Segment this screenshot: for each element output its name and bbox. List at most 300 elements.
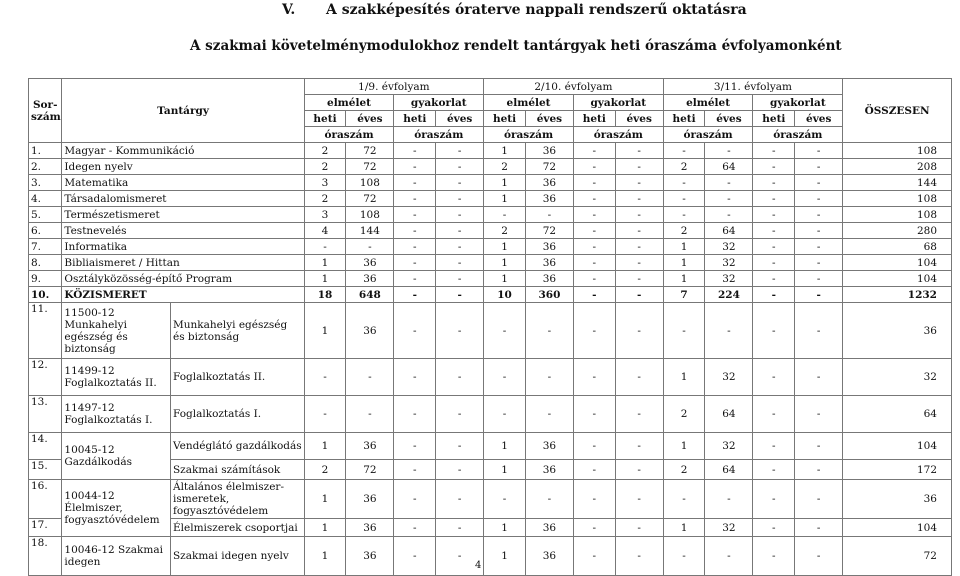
value-cell: - [484,359,526,396]
table-row [29,433,952,460]
value-cell: - [394,239,436,255]
row-number: 3. [29,175,62,191]
value-cell: 72 [346,460,394,480]
value-cell: 1 [304,271,346,287]
table-row [29,255,952,271]
total-cell: 280 [843,223,952,239]
value-cell: - [615,143,663,159]
value-cell: - [346,359,394,396]
row-number: 6. [29,223,62,239]
value-cell: - [615,191,663,207]
value-cell: - [753,519,795,537]
total-cell: 1232 [843,287,952,303]
value-cell: - [436,396,484,433]
value-cell: - [795,287,843,303]
value-cell: - [663,303,705,359]
value-cell: 224 [705,287,753,303]
subject-name: Társadalomismeret [62,191,304,207]
total-cell: 104 [843,255,952,271]
value-cell: - [573,207,615,223]
value-cell: 32 [705,255,753,271]
module-name: 10044-12 Élelmiszer, fogyasztóvédelem [62,480,171,537]
value-cell: 1 [484,460,526,480]
value-cell: 1 [484,191,526,207]
value-cell: - [753,396,795,433]
value-cell: - [573,359,615,396]
row-number: 10. [29,287,62,303]
value-cell: - [394,480,436,519]
value-cell: - [436,159,484,175]
total-cell: 108 [843,207,952,223]
value-cell: 648 [346,287,394,303]
value-cell: 108 [346,207,394,223]
subject-name: Vendéglátó gazdálkodás [170,433,304,460]
unit-header: óraszám [663,127,753,143]
subject-name: Szakmai számítások [170,460,304,480]
value-cell: - [795,303,843,359]
module-name: 10046-12 Szakmai idegen [62,537,171,576]
value-cell: - [394,519,436,537]
value-cell: - [436,433,484,460]
value-cell: - [795,433,843,460]
unit-header: óraszám [304,127,394,143]
period-header: éves [346,111,394,127]
value-cell: - [615,480,663,519]
row-number: 12. [29,359,62,396]
value-cell: 36 [346,519,394,537]
value-cell: 4 [304,223,346,239]
value-cell: 1 [484,175,526,191]
value-cell: - [573,143,615,159]
value-cell: - [394,287,436,303]
value-cell: - [615,433,663,460]
total-cell: 144 [843,175,952,191]
col-header-total: ÖSSZESEN [843,79,952,143]
subject-name: Idegen nyelv [62,159,304,175]
value-cell: - [525,359,573,396]
page-number: 4 [475,560,482,571]
value-cell: - [753,143,795,159]
section-title: A szakképesítés óraterve nappali rendszerű oktatásra [326,2,747,18]
value-cell: - [436,519,484,537]
subject-name: Osztályközösség-építő Program [62,271,304,287]
unit-header: óraszám [394,127,484,143]
value-cell: - [705,191,753,207]
value-cell: - [795,255,843,271]
value-cell: - [795,271,843,287]
value-cell: - [436,460,484,480]
value-cell: 1 [663,239,705,255]
value-cell: 1 [304,433,346,460]
value-cell: - [304,239,346,255]
value-cell: - [394,191,436,207]
value-cell: - [795,159,843,175]
value-cell: 36 [346,480,394,519]
value-cell: - [795,191,843,207]
value-cell: 1 [663,433,705,460]
value-cell: - [573,433,615,460]
value-cell: 2 [304,191,346,207]
value-cell: 64 [705,223,753,239]
value-cell: - [304,396,346,433]
value-cell: - [573,255,615,271]
table-row [29,207,952,223]
value-cell: - [394,207,436,223]
value-cell: - [753,359,795,396]
value-cell: 144 [346,223,394,239]
table-row [29,223,952,239]
section-number: V. [282,2,296,18]
value-cell: - [436,143,484,159]
subject-name: Foglalkoztatás I. [170,396,304,433]
module-name: 11499-12 Foglalkoztatás II. [62,359,171,396]
value-cell: - [436,537,484,576]
value-cell: - [795,480,843,519]
value-cell: - [615,271,663,287]
value-cell: - [753,271,795,287]
value-cell: - [436,239,484,255]
value-cell: - [484,480,526,519]
row-number: 15. [29,460,62,480]
value-cell: - [573,175,615,191]
value-cell: 36 [525,239,573,255]
value-cell: 3 [304,175,346,191]
value-cell: 32 [705,239,753,255]
value-cell: 1 [484,239,526,255]
value-cell: - [484,207,526,223]
period-header: éves [615,111,663,127]
period-header: heti [484,111,526,127]
value-cell: - [394,271,436,287]
value-cell: - [795,519,843,537]
period-header: éves [436,111,484,127]
hours-table [28,78,952,576]
value-cell: 1 [484,143,526,159]
value-cell: - [573,480,615,519]
row-number: 1. [29,143,62,159]
value-cell: 360 [525,287,573,303]
value-cell: 36 [525,537,573,576]
value-cell: - [573,396,615,433]
row-number: 7. [29,239,62,255]
row-number: 11. [29,303,62,359]
value-cell: - [705,303,753,359]
value-cell: 1 [663,255,705,271]
row-number: 18. [29,537,62,576]
table-row [29,303,952,359]
row-number: 13. [29,396,62,433]
value-cell: 1 [484,519,526,537]
value-cell: - [436,223,484,239]
value-cell: - [346,239,394,255]
value-cell: - [436,287,484,303]
value-cell: 1 [304,480,346,519]
value-cell: - [394,396,436,433]
value-cell: 64 [705,460,753,480]
subject-name: Informatika [62,239,304,255]
value-cell: 36 [346,255,394,271]
total-cell: 208 [843,159,952,175]
value-cell: - [615,255,663,271]
value-cell: 32 [705,359,753,396]
value-cell: - [705,175,753,191]
period-header: heti [663,111,705,127]
value-cell: 2 [484,223,526,239]
module-name: 10045-12 Gazdálkodás [62,433,171,480]
value-cell: 18 [304,287,346,303]
value-cell: - [436,271,484,287]
value-cell: 36 [346,303,394,359]
value-cell: - [615,287,663,303]
value-cell: - [705,143,753,159]
value-cell: - [663,175,705,191]
value-cell: - [436,303,484,359]
value-cell: 64 [705,396,753,433]
year-header: 3/11. évfolyam [663,79,843,95]
value-cell: - [795,460,843,480]
value-cell: - [436,255,484,271]
subject-name: Szakmai idegen nyelv [170,537,304,576]
value-cell: 2 [663,396,705,433]
value-cell: - [525,303,573,359]
value-cell: - [394,175,436,191]
value-cell: 1 [304,537,346,576]
period-header: heti [304,111,346,127]
value-cell: - [795,175,843,191]
value-cell: - [795,239,843,255]
subject-name: Általános élelmiszer-ismeretek, fogyasztóvédelem [170,480,304,519]
value-cell: - [663,191,705,207]
value-cell: - [753,287,795,303]
subject-name: Testnevelés [62,223,304,239]
value-cell: - [346,396,394,433]
value-cell: - [615,159,663,175]
value-cell: - [615,175,663,191]
value-cell: - [436,191,484,207]
subject-name: KÖZISMERET [62,287,304,303]
value-cell: - [573,519,615,537]
row-number: 14. [29,433,62,460]
value-cell: - [615,460,663,480]
value-cell: - [663,207,705,223]
row-number: 17. [29,519,62,537]
value-cell: - [573,271,615,287]
table-row [29,191,952,207]
module-name: 11500-12 Munkahelyi egészség és biztonság [62,303,171,359]
value-cell: 36 [525,433,573,460]
value-cell: - [394,159,436,175]
total-cell: 32 [843,359,952,396]
value-cell: 36 [525,519,573,537]
value-cell: - [394,433,436,460]
value-cell: - [525,396,573,433]
value-cell: - [753,175,795,191]
row-number: 2. [29,159,62,175]
value-cell: 2 [663,159,705,175]
value-cell: - [753,255,795,271]
value-cell: 1 [484,255,526,271]
subject-name: Munkahelyi egészség és biztonság [170,303,304,359]
value-cell: - [394,460,436,480]
value-cell: 1 [304,255,346,271]
value-cell: - [663,143,705,159]
value-cell: 32 [705,271,753,287]
subject-name: Foglalkoztatás II. [170,359,304,396]
table-row [29,271,952,287]
value-cell: 72 [525,159,573,175]
col-header-sorszam: Sor-szám [29,79,62,143]
kind-header: gyakorlat [394,95,484,111]
value-cell: - [795,223,843,239]
value-cell: 64 [705,159,753,175]
value-cell: 36 [346,271,394,287]
row-number: 5. [29,207,62,223]
value-cell: - [615,359,663,396]
value-cell: - [525,480,573,519]
value-cell: 1 [484,433,526,460]
value-cell: - [753,239,795,255]
unit-header: óraszám [753,127,843,143]
value-cell: - [573,191,615,207]
value-cell: 2 [304,460,346,480]
value-cell: 36 [525,271,573,287]
value-cell: - [705,537,753,576]
col-header-tantargy: Tantárgy [62,79,304,143]
value-cell: - [615,396,663,433]
year-header: 1/9. évfolyam [304,79,484,95]
subject-name: Természetismeret [62,207,304,223]
value-cell: - [753,223,795,239]
value-cell: - [753,159,795,175]
row-number: 4. [29,191,62,207]
period-header: éves [705,111,753,127]
value-cell: - [304,359,346,396]
kind-header: elmélet [304,95,394,111]
value-cell: 2 [484,159,526,175]
value-cell: 1 [304,519,346,537]
table-row [29,287,952,303]
total-cell: 104 [843,433,952,460]
subject-name: Bibliaismeret / Hittan [62,255,304,271]
value-cell: 2 [663,223,705,239]
value-cell: 1 [484,537,526,576]
value-cell: 36 [525,175,573,191]
unit-header: óraszám [484,127,574,143]
value-cell: 32 [705,519,753,537]
value-cell: - [484,303,526,359]
value-cell: 1 [663,359,705,396]
period-header: heti [573,111,615,127]
subject-name: Matematika [62,175,304,191]
subject-name: Magyar - Kommunikáció [62,143,304,159]
value-cell: - [663,480,705,519]
value-cell: - [705,207,753,223]
kind-header: gyakorlat [573,95,663,111]
year-header: 2/10. évfolyam [484,79,664,95]
value-cell: - [573,303,615,359]
value-cell: 3 [304,207,346,223]
value-cell: - [615,519,663,537]
table-row [29,537,952,576]
total-cell: 68 [843,239,952,255]
value-cell: - [573,537,615,576]
section-heading [282,2,747,18]
value-cell: - [753,480,795,519]
value-cell: 108 [346,175,394,191]
value-cell: - [394,303,436,359]
value-cell: 2 [663,460,705,480]
period-header: heti [394,111,436,127]
total-cell: 72 [843,537,952,576]
table-row [29,359,952,396]
value-cell: 1 [663,271,705,287]
unit-header: óraszám [573,127,663,143]
module-name: 11497-12 Foglalkoztatás I. [62,396,171,433]
value-cell: - [436,175,484,191]
value-cell: 36 [346,537,394,576]
row-number: 16. [29,480,62,519]
period-header: éves [795,111,843,127]
table-row [29,159,952,175]
value-cell: - [394,255,436,271]
period-header: éves [525,111,573,127]
period-header: heti [753,111,795,127]
kind-header: elmélet [484,95,574,111]
value-cell: - [753,191,795,207]
value-cell: 2 [304,143,346,159]
value-cell: - [573,460,615,480]
total-cell: 108 [843,143,952,159]
subject-name: Élelmiszerek csoportjai [170,519,304,537]
table-row [29,239,952,255]
value-cell: - [573,223,615,239]
table-row [29,143,952,159]
value-cell: - [615,239,663,255]
table-row [29,480,952,519]
kind-header: elmélet [663,95,753,111]
value-cell: 2 [304,159,346,175]
value-cell: - [394,223,436,239]
kind-header: gyakorlat [753,95,843,111]
value-cell: 1 [304,303,346,359]
value-cell: - [615,303,663,359]
value-cell: - [394,359,436,396]
value-cell: - [525,207,573,223]
value-cell: 1 [484,271,526,287]
value-cell: - [795,143,843,159]
total-cell: 108 [843,191,952,207]
value-cell: 36 [525,191,573,207]
value-cell: - [394,537,436,576]
value-cell: 72 [346,191,394,207]
value-cell: - [436,207,484,223]
value-cell: - [573,287,615,303]
value-cell: 10 [484,287,526,303]
row-number: 9. [29,271,62,287]
value-cell: - [573,239,615,255]
value-cell: - [753,433,795,460]
table-row [29,396,952,433]
value-cell: - [705,480,753,519]
value-cell: - [753,207,795,223]
total-cell: 104 [843,519,952,537]
total-cell: 36 [843,303,952,359]
total-cell: 104 [843,271,952,287]
value-cell: - [615,207,663,223]
total-cell: 172 [843,460,952,480]
value-cell: - [753,303,795,359]
row-number: 8. [29,255,62,271]
